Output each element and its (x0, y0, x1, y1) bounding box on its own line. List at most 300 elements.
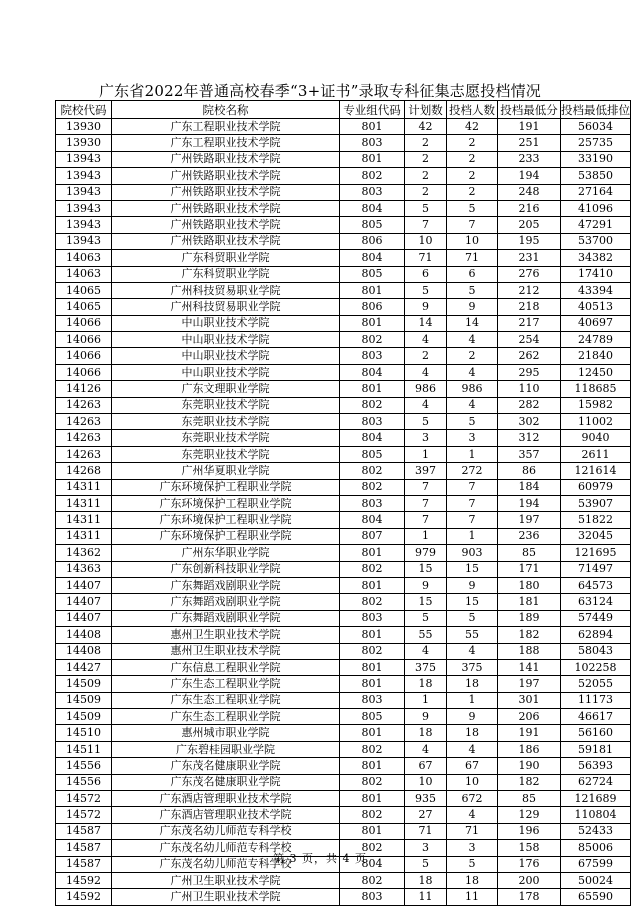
cell-plan-count: 5 (405, 282, 447, 298)
cell-school-code: 14311 (56, 495, 112, 511)
cell-plan-count: 935 (405, 791, 447, 807)
cell-admitted-count: 1 (447, 446, 498, 462)
cell-school-name: 广东茂名健康职业学院 (112, 774, 340, 790)
cell-plan-count: 3 (405, 840, 447, 856)
cell-school-name: 惠州城市职业学院 (112, 725, 340, 741)
cell-min-score: 194 (498, 168, 561, 184)
cell-min-rank: 67599 (561, 856, 631, 872)
cell-school-name: 广州华夏职业学院 (112, 463, 340, 479)
cell-min-rank: 53850 (561, 168, 631, 184)
cell-school-code: 14556 (56, 758, 112, 774)
cell-school-name: 广东舞蹈戏剧职业学院 (112, 594, 340, 610)
cell-min-score: 190 (498, 758, 561, 774)
cell-min-rank: 46617 (561, 709, 631, 725)
cell-school-name: 广东舞蹈戏剧职业学院 (112, 577, 340, 593)
header-admitted-count: 投档人数 (447, 101, 498, 119)
table-row (56, 872, 631, 888)
cell-min-score: 212 (498, 282, 561, 298)
cell-min-rank: 17410 (561, 266, 631, 282)
cell-min-rank: 24789 (561, 332, 631, 348)
cell-min-score: 357 (498, 446, 561, 462)
cell-admitted-count: 55 (447, 627, 498, 643)
admission-table (55, 100, 631, 906)
cell-min-score: 251 (498, 135, 561, 151)
cell-min-rank: 53700 (561, 233, 631, 249)
cell-admitted-count: 903 (447, 545, 498, 561)
cell-school-name: 广东环境保护工程职业学院 (112, 495, 340, 511)
table-row (56, 282, 631, 298)
cell-school-code: 14587 (56, 840, 112, 856)
table-row (56, 676, 631, 692)
header-group-code: 专业组代码 (340, 101, 405, 119)
cell-min-rank: 53907 (561, 495, 631, 511)
cell-min-rank: 51822 (561, 512, 631, 528)
cell-group-code: 802 (340, 479, 405, 495)
cell-min-rank: 58043 (561, 643, 631, 659)
cell-school-code: 14509 (56, 676, 112, 692)
cell-group-code: 804 (340, 200, 405, 216)
table-row (56, 332, 631, 348)
cell-admitted-count: 4 (447, 643, 498, 659)
cell-plan-count: 1 (405, 692, 447, 708)
cell-plan-count: 9 (405, 577, 447, 593)
cell-school-name: 广州卫生职业技术学院 (112, 872, 340, 888)
table-row (56, 823, 631, 839)
cell-school-code: 14511 (56, 741, 112, 757)
table-row (56, 299, 631, 315)
cell-plan-count: 5 (405, 856, 447, 872)
cell-group-code: 801 (340, 282, 405, 298)
cell-min-rank: 33190 (561, 151, 631, 167)
cell-min-rank: 11002 (561, 414, 631, 430)
table-row (56, 364, 631, 380)
cell-school-name: 广州东华职业学院 (112, 545, 340, 561)
cell-school-code: 14063 (56, 266, 112, 282)
cell-group-code: 805 (340, 709, 405, 725)
cell-min-score: 216 (498, 200, 561, 216)
cell-plan-count: 10 (405, 233, 447, 249)
cell-min-score: 176 (498, 856, 561, 872)
cell-school-code: 14427 (56, 659, 112, 675)
cell-admitted-count: 4 (447, 364, 498, 380)
cell-school-code: 14066 (56, 348, 112, 364)
cell-min-score: 206 (498, 709, 561, 725)
table-row (56, 545, 631, 561)
cell-admitted-count: 18 (447, 872, 498, 888)
cell-admitted-count: 7 (447, 217, 498, 233)
cell-school-code: 14509 (56, 692, 112, 708)
cell-admitted-count: 42 (447, 119, 498, 135)
cell-admitted-count: 2 (447, 151, 498, 167)
cell-school-name: 广东碧桂园职业学院 (112, 741, 340, 757)
table-row (56, 791, 631, 807)
table-row (56, 512, 631, 528)
cell-min-rank: 64573 (561, 577, 631, 593)
cell-school-code: 14066 (56, 364, 112, 380)
cell-school-name: 广东环境保护工程职业学院 (112, 512, 340, 528)
cell-school-name: 广东茂名幼儿师范专科学校 (112, 823, 340, 839)
cell-min-score: 217 (498, 315, 561, 331)
cell-plan-count: 55 (405, 627, 447, 643)
cell-school-code: 14126 (56, 381, 112, 397)
cell-school-name: 广州铁路职业技术学院 (112, 151, 340, 167)
cell-min-rank: 11173 (561, 692, 631, 708)
cell-admitted-count: 4 (447, 807, 498, 823)
cell-school-name: 广州铁路职业技术学院 (112, 168, 340, 184)
cell-school-name: 广州科技贸易职业学院 (112, 282, 340, 298)
cell-min-score: 262 (498, 348, 561, 364)
cell-group-code: 803 (340, 135, 405, 151)
cell-school-name: 广东舞蹈戏剧职业学院 (112, 610, 340, 626)
cell-min-score: 191 (498, 119, 561, 135)
cell-group-code: 803 (340, 610, 405, 626)
cell-min-rank: 40697 (561, 315, 631, 331)
cell-school-code: 14311 (56, 479, 112, 495)
cell-plan-count: 2 (405, 348, 447, 364)
cell-school-code: 13943 (56, 200, 112, 216)
cell-plan-count: 15 (405, 594, 447, 610)
cell-plan-count: 2 (405, 135, 447, 151)
cell-group-code: 803 (340, 414, 405, 430)
cell-school-name: 广东信息工程职业学院 (112, 659, 340, 675)
cell-school-code: 14268 (56, 463, 112, 479)
cell-admitted-count: 1 (447, 692, 498, 708)
cell-min-rank: 27164 (561, 184, 631, 200)
cell-min-score: 302 (498, 414, 561, 430)
cell-group-code: 802 (340, 561, 405, 577)
cell-min-score: 218 (498, 299, 561, 315)
cell-group-code: 801 (340, 577, 405, 593)
page-footer: 第 3 页，共 4 页 (273, 852, 367, 865)
cell-min-rank: 12450 (561, 364, 631, 380)
cell-group-code: 801 (340, 758, 405, 774)
cell-plan-count: 6 (405, 266, 447, 282)
cell-school-code: 14592 (56, 872, 112, 888)
cell-plan-count: 10 (405, 774, 447, 790)
cell-min-rank: 52055 (561, 676, 631, 692)
cell-admitted-count: 9 (447, 709, 498, 725)
cell-school-name: 广州铁路职业技术学院 (112, 217, 340, 233)
cell-plan-count: 15 (405, 561, 447, 577)
cell-plan-count: 7 (405, 512, 447, 528)
cell-min-score: 85 (498, 791, 561, 807)
cell-admitted-count: 6 (447, 266, 498, 282)
cell-group-code: 801 (340, 545, 405, 561)
cell-admitted-count: 71 (447, 250, 498, 266)
table-row (56, 758, 631, 774)
cell-admitted-count: 986 (447, 381, 498, 397)
table-row (56, 709, 631, 725)
cell-school-name: 广东茂名幼儿师范专科学校 (112, 840, 340, 856)
table-row (56, 168, 631, 184)
cell-admitted-count: 7 (447, 479, 498, 495)
cell-plan-count: 1 (405, 446, 447, 462)
cell-min-score: 312 (498, 430, 561, 446)
header-school-code: 院校代码 (56, 101, 112, 119)
cell-group-code: 804 (340, 512, 405, 528)
cell-school-code: 14263 (56, 430, 112, 446)
cell-min-score: 233 (498, 151, 561, 167)
cell-admitted-count: 18 (447, 676, 498, 692)
table-row (56, 807, 631, 823)
cell-min-score: 86 (498, 463, 561, 479)
cell-school-name: 广东工程职业技术学院 (112, 119, 340, 135)
cell-school-code: 14408 (56, 627, 112, 643)
cell-plan-count: 4 (405, 397, 447, 413)
cell-min-rank: 47291 (561, 217, 631, 233)
cell-admitted-count: 7 (447, 512, 498, 528)
cell-min-score: 85 (498, 545, 561, 561)
cell-admitted-count: 15 (447, 561, 498, 577)
cell-school-code: 13943 (56, 151, 112, 167)
cell-plan-count: 397 (405, 463, 447, 479)
cell-school-code: 13943 (56, 217, 112, 233)
cell-school-name: 广东文理职业学院 (112, 381, 340, 397)
cell-min-rank: 85006 (561, 840, 631, 856)
cell-min-score: 282 (498, 397, 561, 413)
cell-school-code: 14587 (56, 823, 112, 839)
cell-admitted-count: 9 (447, 577, 498, 593)
cell-min-score: 182 (498, 627, 561, 643)
cell-school-code: 14407 (56, 594, 112, 610)
cell-school-name: 东莞职业技术学院 (112, 414, 340, 430)
cell-min-score: 200 (498, 872, 561, 888)
cell-plan-count: 1 (405, 528, 447, 544)
cell-min-score: 197 (498, 676, 561, 692)
table-row (56, 381, 631, 397)
cell-school-name: 东莞职业技术学院 (112, 446, 340, 462)
cell-school-code: 14065 (56, 282, 112, 298)
table-row (56, 741, 631, 757)
cell-school-name: 广东茂名健康职业学院 (112, 758, 340, 774)
cell-min-rank: 56160 (561, 725, 631, 741)
cell-school-code: 14311 (56, 528, 112, 544)
cell-group-code: 801 (340, 659, 405, 675)
table-row (56, 577, 631, 593)
table-row (56, 348, 631, 364)
cell-school-code: 14363 (56, 561, 112, 577)
cell-school-name: 广州铁路职业技术学院 (112, 184, 340, 200)
cell-school-code: 14066 (56, 332, 112, 348)
cell-admitted-count: 4 (447, 332, 498, 348)
cell-school-name: 中山职业技术学院 (112, 364, 340, 380)
cell-plan-count: 5 (405, 200, 447, 216)
cell-plan-count: 18 (405, 725, 447, 741)
cell-school-code: 14592 (56, 889, 112, 905)
cell-school-name: 广州铁路职业技术学院 (112, 200, 340, 216)
cell-plan-count: 979 (405, 545, 447, 561)
cell-admitted-count: 10 (447, 233, 498, 249)
cell-min-rank: 34382 (561, 250, 631, 266)
cell-school-code: 13930 (56, 119, 112, 135)
cell-min-score: 189 (498, 610, 561, 626)
cell-group-code: 804 (340, 430, 405, 446)
cell-school-name: 广东环境保护工程职业学院 (112, 528, 340, 544)
cell-admitted-count: 15 (447, 594, 498, 610)
cell-school-name: 惠州卫生职业技术学院 (112, 643, 340, 659)
table-row (56, 135, 631, 151)
cell-admitted-count: 18 (447, 725, 498, 741)
cell-school-code: 14556 (56, 774, 112, 790)
cell-group-code: 802 (340, 332, 405, 348)
table-row (56, 414, 631, 430)
header-school-name: 院校名称 (112, 101, 340, 119)
cell-group-code: 807 (340, 528, 405, 544)
cell-school-code: 14066 (56, 315, 112, 331)
cell-admitted-count: 7 (447, 495, 498, 511)
cell-group-code: 803 (340, 184, 405, 200)
cell-min-score: 188 (498, 643, 561, 659)
cell-min-rank: 62894 (561, 627, 631, 643)
table-row (56, 643, 631, 659)
cell-school-code: 13943 (56, 233, 112, 249)
table-header-row (56, 101, 631, 119)
table-row (56, 217, 631, 233)
cell-school-code: 14065 (56, 299, 112, 315)
cell-group-code: 801 (340, 676, 405, 692)
table-row (56, 119, 631, 135)
page-title: 广东省2022年普通高校春季“3+证书”录取专科征集志愿投档情况 (98, 82, 542, 100)
cell-group-code: 801 (340, 151, 405, 167)
cell-min-score: 178 (498, 889, 561, 905)
cell-school-name: 广东生态工程职业学院 (112, 692, 340, 708)
cell-plan-count: 4 (405, 643, 447, 659)
cell-school-code: 14362 (56, 545, 112, 561)
cell-admitted-count: 71 (447, 823, 498, 839)
cell-plan-count: 27 (405, 807, 447, 823)
table-row (56, 151, 631, 167)
cell-group-code: 801 (340, 119, 405, 135)
cell-school-name: 广东科贸职业学院 (112, 250, 340, 266)
cell-min-rank: 102258 (561, 659, 631, 675)
cell-min-rank: 118685 (561, 381, 631, 397)
cell-school-code: 14311 (56, 512, 112, 528)
cell-min-rank: 121614 (561, 463, 631, 479)
cell-min-score: 182 (498, 774, 561, 790)
cell-school-code: 14572 (56, 791, 112, 807)
cell-school-code: 13930 (56, 135, 112, 151)
table-row (56, 233, 631, 249)
cell-plan-count: 2 (405, 168, 447, 184)
cell-school-code: 14510 (56, 725, 112, 741)
cell-plan-count: 4 (405, 364, 447, 380)
cell-plan-count: 7 (405, 479, 447, 495)
cell-plan-count: 71 (405, 250, 447, 266)
cell-group-code: 802 (340, 397, 405, 413)
cell-plan-count: 4 (405, 332, 447, 348)
cell-min-rank: 9040 (561, 430, 631, 446)
cell-group-code: 805 (340, 446, 405, 462)
cell-plan-count: 9 (405, 299, 447, 315)
cell-min-score: 141 (498, 659, 561, 675)
header-min-score: 投档最低分 (498, 101, 561, 119)
cell-min-score: 181 (498, 594, 561, 610)
table-row (56, 266, 631, 282)
cell-admitted-count: 2 (447, 135, 498, 151)
cell-min-score: 295 (498, 364, 561, 380)
cell-min-score: 194 (498, 495, 561, 511)
table-row (56, 397, 631, 413)
cell-group-code: 802 (340, 594, 405, 610)
cell-admitted-count: 9 (447, 299, 498, 315)
cell-admitted-count: 67 (447, 758, 498, 774)
cell-admitted-count: 3 (447, 430, 498, 446)
cell-group-code: 804 (340, 856, 405, 872)
cell-admitted-count: 5 (447, 282, 498, 298)
cell-admitted-count: 272 (447, 463, 498, 479)
table-row (56, 200, 631, 216)
cell-school-code: 13943 (56, 168, 112, 184)
table-row (56, 495, 631, 511)
cell-admitted-count: 375 (447, 659, 498, 675)
cell-school-code: 14063 (56, 250, 112, 266)
cell-school-name: 广州科技贸易职业学院 (112, 299, 340, 315)
cell-plan-count: 42 (405, 119, 447, 135)
cell-min-score: 158 (498, 840, 561, 856)
cell-admitted-count: 10 (447, 774, 498, 790)
cell-school-name: 中山职业技术学院 (112, 332, 340, 348)
cell-min-score: 248 (498, 184, 561, 200)
cell-min-rank: 59181 (561, 741, 631, 757)
cell-plan-count: 71 (405, 823, 447, 839)
cell-min-rank: 2611 (561, 446, 631, 462)
cell-min-score: 195 (498, 233, 561, 249)
cell-plan-count: 3 (405, 430, 447, 446)
cell-school-name: 东莞职业技术学院 (112, 430, 340, 446)
cell-admitted-count: 1 (447, 528, 498, 544)
cell-min-rank: 121689 (561, 791, 631, 807)
table-row (56, 594, 631, 610)
cell-school-name: 中山职业技术学院 (112, 348, 340, 364)
cell-min-rank: 71497 (561, 561, 631, 577)
cell-school-name: 广东工程职业技术学院 (112, 135, 340, 151)
cell-min-rank: 40513 (561, 299, 631, 315)
cell-plan-count: 986 (405, 381, 447, 397)
cell-school-name: 广东茂名幼儿师范专科学校 (112, 856, 340, 872)
table-row (56, 430, 631, 446)
cell-plan-count: 18 (405, 872, 447, 888)
cell-school-code: 14587 (56, 856, 112, 872)
cell-min-rank: 21840 (561, 348, 631, 364)
cell-min-rank: 15982 (561, 397, 631, 413)
cell-group-code: 804 (340, 364, 405, 380)
cell-school-name: 广东创新科技职业学院 (112, 561, 340, 577)
cell-school-name: 广东生态工程职业学院 (112, 709, 340, 725)
cell-min-score: 254 (498, 332, 561, 348)
table-body (56, 119, 631, 906)
cell-group-code: 803 (340, 692, 405, 708)
cell-min-score: 196 (498, 823, 561, 839)
cell-min-rank: 32045 (561, 528, 631, 544)
cell-plan-count: 4 (405, 741, 447, 757)
cell-group-code: 801 (340, 381, 405, 397)
table-row (56, 463, 631, 479)
cell-admitted-count: 672 (447, 791, 498, 807)
cell-group-code: 802 (340, 872, 405, 888)
cell-admitted-count: 14 (447, 315, 498, 331)
cell-min-rank: 41096 (561, 200, 631, 216)
table-row (56, 528, 631, 544)
cell-group-code: 803 (340, 348, 405, 364)
cell-min-score: 301 (498, 692, 561, 708)
cell-school-code: 13943 (56, 184, 112, 200)
cell-admitted-count: 4 (447, 741, 498, 757)
cell-min-rank: 65590 (561, 889, 631, 905)
cell-plan-count: 5 (405, 610, 447, 626)
cell-group-code: 801 (340, 627, 405, 643)
cell-plan-count: 7 (405, 217, 447, 233)
cell-min-score: 110 (498, 381, 561, 397)
